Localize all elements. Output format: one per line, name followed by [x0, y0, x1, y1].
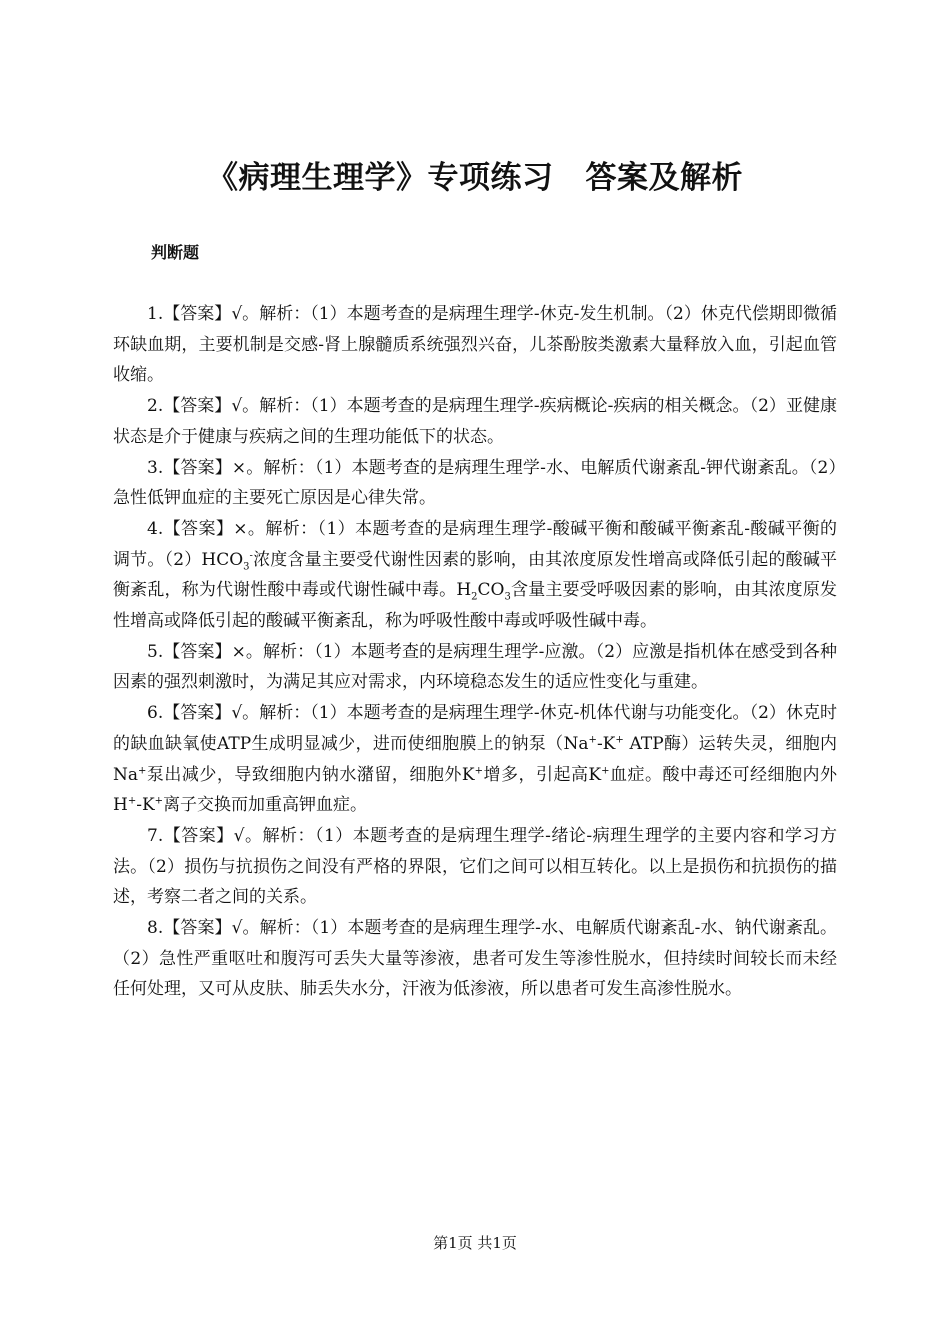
answer-explanation: 。解析：（1）本题考查的是病理生理学-应激。（2）应激是指机体在感受到各种因素的强烈刺激时，为满足其应对需求，内环境稳态发生的适应性变化与重建。: [113, 641, 837, 693]
title-suffix: 答案及解析: [585, 160, 743, 196]
answer-item-7: [113, 821, 837, 913]
answer-explanation-part: 离子交换而加重高钾血症。: [163, 795, 368, 816]
answer-item-4: [113, 514, 837, 637]
answer-mark: ×: [231, 641, 246, 662]
answer-explanation-part: 含量主要受呼吸因素的影响，由其浓度原发性增高或降低引起的酸碱平衡紊乱，称为呼吸性酸中毒或呼吸性碱中毒。: [113, 580, 838, 632]
answer-mark: √: [231, 304, 243, 324]
answer-item-3: [113, 453, 837, 514]
answer-explanation: 。解析：（1）本题考查的是病理生理学-休克-发生机制。（2）休克代偿期即微循环缺血期，主要机制是交感-肾上腺髓质系统强烈兴奋，儿茶酚胺类激素大量释放入血，引起血管收缩。: [113, 304, 837, 386]
answer-item-8: [113, 913, 837, 1005]
answer-list: [113, 299, 837, 1005]
answer-item-5: [113, 637, 837, 698]
answer-prefix: 5.【答案】: [147, 641, 232, 662]
superscript: +: [601, 764, 610, 776]
answer-mark: √: [231, 396, 243, 417]
answer-prefix: 4.【答案】: [147, 518, 234, 539]
superscript: +: [154, 795, 164, 807]
answer-item-2: [113, 391, 837, 452]
answer-item-1: [113, 299, 837, 391]
superscript: +: [138, 764, 147, 776]
answer-explanation: 。解析：（1）本题考查的是病理生理学-水、电解质代谢紊乱-水、钠代谢紊乱。（2）急性严重呕吐和腹泻可丢失大量等渗液，患者可发生等渗性脱水，但持续时间较长而未经任何处理，又可从皮肤、肺丢失水分，汗液为低渗液，所以患者可发生高渗性脱水。: [113, 918, 837, 1000]
answer-explanation-part: -K: [596, 733, 616, 754]
answer-prefix: 1.【答案】: [147, 304, 232, 324]
answer-mark: ×: [233, 518, 248, 539]
answer-mark: √: [231, 918, 243, 939]
answer-explanation-part: 。解析：（1）本题考查的是病理生理学-休克-机体代谢与功能变化。（2）休克时的缺血缺氧使ATP生成明显减少，进而使细胞膜上的钠泵（Na: [113, 703, 837, 754]
answer-prefix: 6.【答案】: [147, 703, 232, 724]
answer-explanation: 。解析：（1）本题考查的是病理生理学-水、电解质代谢紊乱-钾代谢紊乱。（2）急性低钾血症的主要死亡原因是心律失常。: [113, 457, 837, 509]
title-main: 《病理生理学》专项练习: [207, 160, 554, 196]
answer-explanation-part: 。解析：（1）本题考查的是病理生理学-酸碱平衡和酸碱平衡紊乱-酸碱平衡的调节。（2）HCO: [113, 518, 837, 570]
superscript: +: [127, 795, 137, 807]
subscript: 3: [243, 561, 250, 573]
answer-mark: √: [231, 703, 243, 724]
superscript: +: [588, 734, 597, 746]
answer-explanation-part: 增多，引起高K: [482, 764, 602, 785]
answer-explanation-part: -K: [136, 795, 155, 816]
superscript: +: [474, 764, 483, 776]
subscript: 2: [471, 591, 478, 603]
subscript: 3: [504, 591, 511, 603]
answer-explanation-part: 血症。酸中毒还可经细胞内外H: [113, 764, 837, 816]
answer-explanation: 。解析：（1）本题考查的是病理生理学-绪论-病理生理学的主要内容和学习方法。（2）损伤与抗损伤之间没有严格的界限，它们之间可以相互转化。以上是损伤和抗损伤的描述，考察二者之间的关系。: [113, 825, 837, 908]
superscript: -: [249, 549, 253, 561]
answer-mark: √: [233, 825, 245, 846]
answer-explanation-part: 泵出减少，导致细胞内钠水潴留，细胞外K: [146, 764, 475, 785]
answer-explanation-part: ATP酶）运转失灵，细胞内Na: [113, 733, 838, 785]
page-title: [0, 152, 950, 197]
answer-explanation-part: CO: [477, 580, 505, 601]
answer-prefix: 7.【答案】: [147, 825, 234, 846]
answer-explanation-part: 浓度含量主要受代谢性因素的影响，由其浓度原发性增高或降低引起的酸碱平衡紊乱，称为代谢性酸中毒或代谢性碱中毒。H: [113, 549, 838, 601]
section-heading: 判断题: [151, 243, 200, 262]
answer-mark: ×: [231, 457, 247, 478]
answer-prefix: 3.【答案】: [147, 457, 232, 478]
answer-prefix: 8.【答案】: [147, 918, 232, 939]
answer-item-6: [113, 698, 837, 821]
page-footer: 第1页 共1页: [433, 1234, 517, 1252]
answer-prefix: 2.【答案】: [147, 396, 232, 417]
superscript: +: [615, 734, 624, 746]
answer-explanation: 。解析：（1）本题考查的是病理生理学-疾病概论-疾病的相关概念。（2）亚健康状态是介于健康与疾病之间的生理功能低下的状态。: [113, 396, 837, 447]
